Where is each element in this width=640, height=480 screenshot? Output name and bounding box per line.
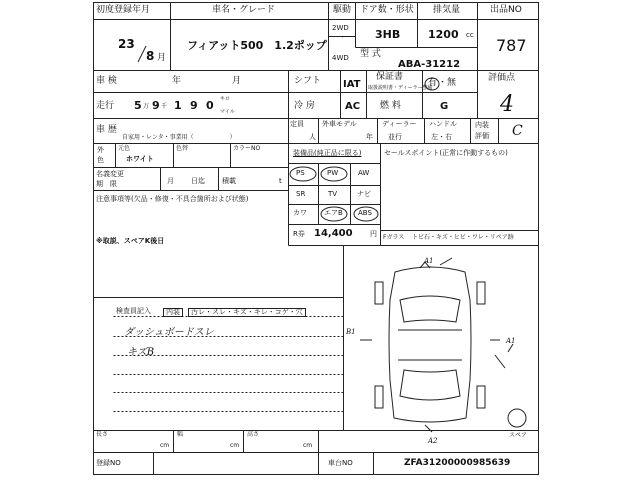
interior-label: 内装: [475, 121, 489, 129]
mileage-d2: 9: [152, 99, 160, 112]
auction-sheet: 初度登録年月 23 8 月 車名・グレード フィアット500 1.2ポップ 駆動 2WD ・ 4WD ドア数・形状 3HB 排気量 1200 cc 出品NO 787 型 式 ABA-31212 車 検 年 月 シフト IAT 保証書 取扱説明書・ディーラー整備 有 ・無 評価点 4 走行 5 万 9 千 1 9 0 キロ マイル 冷 房 AC 燃 料 G 車 歴 自家用・レンタ・事業用（ ） 定員 人 外車モデル 年 ディーラー 並行 ハンドル 左・右 内装 評価 C 外 色 元色 ホワイト 色替 カラーNO 名義変更 期 限 月 日迄 積載 t 装備品(純正品に限る) PS PW AW SR TV ナビ カワ エアB ABS R券 14,400 円 セールスポイント(正常に作動するもの) Fガラス トビ石・キズ・ヒビ・ワレ・リペア跡 注意事項等(欠品・修復・不具合箇所および状態) ※取説、スペアK後日 検査員記入 内装 汚レ・スレ・キズ・キレ・コゲ・穴 ダッシュボードスレ キズB A1 B1 A1 A2 スペア 長さ cm 幅 cm 高さ cm 登録NO 車台NO ZFA31200000985639: [0, 0, 640, 480]
car-diagram: [360, 258, 526, 432]
model-label: 型 式: [360, 49, 381, 59]
mileage-d1: 5: [134, 99, 142, 112]
handle-value: 左・右: [431, 133, 452, 141]
interior-label2: 評価: [475, 132, 489, 140]
warranty-sub: 取扱説明書・ディーラー整備: [368, 85, 433, 91]
dealer-value: 並行: [388, 133, 402, 141]
drive-label: 駆動: [333, 5, 352, 15]
mileage-label: 走行: [96, 101, 115, 111]
shift-label: シフト: [294, 76, 322, 86]
chassis-label: 車台NO: [328, 459, 353, 467]
chassis-value: ZFA31200000985639: [404, 458, 511, 468]
reg-no-label: 登録NO: [96, 459, 121, 467]
outer-color-label: 外: [97, 146, 104, 154]
drive-4wd: 4WD: [332, 54, 349, 62]
mark-a1-right: A1: [506, 337, 516, 345]
load-unit: t: [279, 177, 282, 185]
load-label: 積載: [222, 177, 236, 185]
equipment-title: 装備品(純正品に限る): [293, 149, 362, 157]
spare-label: スペア: [509, 432, 528, 439]
inspector-line1: ダッシュボードスレ: [124, 327, 214, 338]
length-unit: cm: [160, 442, 170, 449]
reg-year: 23: [118, 37, 135, 51]
shaken-month-label: 月: [232, 76, 242, 86]
warranty-yes: 有: [428, 78, 438, 88]
warranty-label: 保証書: [376, 72, 404, 82]
reg-month-unit: 月: [157, 53, 167, 63]
height-unit: cm: [303, 442, 313, 449]
name-change-label: 名義変更: [96, 170, 124, 178]
equip-sr: SR: [296, 190, 306, 198]
interior-value: C: [512, 123, 523, 139]
width-label: 幅: [177, 431, 184, 438]
height-label: 高さ: [247, 431, 260, 438]
glass-items: トビ石・キズ・ヒビ・ワレ・リペア跡: [412, 234, 514, 241]
equip-navi: ナビ: [357, 190, 371, 198]
lot-value: 787: [496, 36, 527, 55]
dealer-label: ディーラー: [382, 120, 417, 128]
handle-label: ハンドル: [429, 120, 457, 128]
displacement-label: 排気量: [433, 5, 461, 15]
drive-2wd: 2WD: [332, 24, 349, 32]
score-label: 評価点: [488, 73, 516, 83]
recycle-unit: 円: [370, 230, 377, 238]
inspector-tag: 内装: [163, 308, 183, 317]
original-color-value: ホワイト: [126, 155, 154, 163]
shaken-label: 車 検: [96, 76, 117, 86]
mark-a2-bottom: A2: [428, 437, 438, 445]
equip-aw: AW: [358, 169, 370, 177]
lot-label: 出品NO: [490, 5, 522, 15]
mileage-d5: 0: [206, 99, 214, 112]
car-name: フィアット500 1.2ポップ: [187, 39, 327, 52]
reg-month: 8: [146, 49, 155, 63]
score-value: 4: [500, 92, 514, 117]
name-grade-label: 車名・グレード: [212, 5, 276, 15]
equip-pw: PW: [327, 169, 339, 177]
fuel-value: G: [440, 101, 449, 112]
warranty-no: ・無: [438, 78, 457, 88]
length-label: 長さ: [96, 431, 109, 438]
model-value: ABA-31212: [398, 59, 461, 70]
mileage-u2: 千: [161, 103, 168, 110]
spare-tire-icon: [508, 409, 526, 427]
equip-abs: ABS: [358, 209, 372, 217]
doors-value: 3HB: [375, 28, 401, 41]
width-unit: cm: [230, 442, 240, 449]
mileage-d3: 1: [174, 99, 182, 112]
inspector-line2: キズB: [127, 347, 155, 358]
import-label: 外車モデル: [322, 120, 357, 128]
mileage-d4: 9: [190, 99, 198, 112]
color-no-label: カラーNO: [233, 145, 261, 152]
import-unit: 年: [366, 133, 373, 141]
mileage-unit-mile: マイル: [220, 109, 235, 115]
capacity-unit: 人: [309, 133, 316, 141]
mileage-u1: 万: [143, 103, 150, 110]
equip-ps: PS: [296, 169, 305, 177]
shift-value: IAT: [343, 79, 361, 90]
notes-title: 注意事項等(欠品・修復・不具合箇所および状態): [96, 195, 249, 203]
name-change-day: 日迄: [191, 177, 205, 185]
equip-airbag: エアB: [324, 209, 343, 217]
outer-color-label2: 色: [97, 156, 104, 164]
recycle-label: R券: [293, 230, 305, 238]
name-change-label2: 期 限: [96, 180, 117, 188]
recycle-value: 14,400: [314, 228, 353, 239]
fuel-label: 燃 料: [380, 101, 401, 111]
mark-a1-top: A1: [424, 257, 434, 265]
sales-point-title: セールスポイント(正常に作動するもの): [384, 149, 508, 157]
mark-b1-left: B1: [346, 328, 356, 336]
equip-tv: TV: [328, 190, 338, 198]
glass-label: Fガラス: [383, 234, 405, 241]
inspector-items: 汚レ・スレ・キズ・キレ・コゲ・穴: [188, 308, 306, 317]
history-label: 車 歴: [96, 125, 117, 135]
first-reg-label: 初度登録年月: [96, 5, 151, 15]
aircon-label: 冷 房: [294, 101, 315, 111]
shaken-year-label: 年: [172, 76, 182, 86]
name-change-month: 月: [167, 177, 174, 185]
doors-label: ドア数・形状: [360, 5, 414, 15]
displacement-unit: cc: [466, 31, 474, 39]
inspector-label: 検査員記入: [116, 307, 151, 315]
original-color-label: 元色: [118, 145, 131, 152]
capacity-label: 定員: [290, 120, 304, 128]
history-options: 自家用・レンタ・事業用（ ）: [122, 134, 236, 141]
color-change-label: 色替: [176, 145, 189, 152]
notes-remark: ※取説、スペアK後日: [96, 237, 165, 245]
aircon-value: AC: [345, 101, 361, 112]
equip-leather: カワ: [293, 209, 307, 217]
mileage-unit-km: キロ: [220, 96, 231, 102]
displacement-value: 1200: [428, 28, 459, 41]
